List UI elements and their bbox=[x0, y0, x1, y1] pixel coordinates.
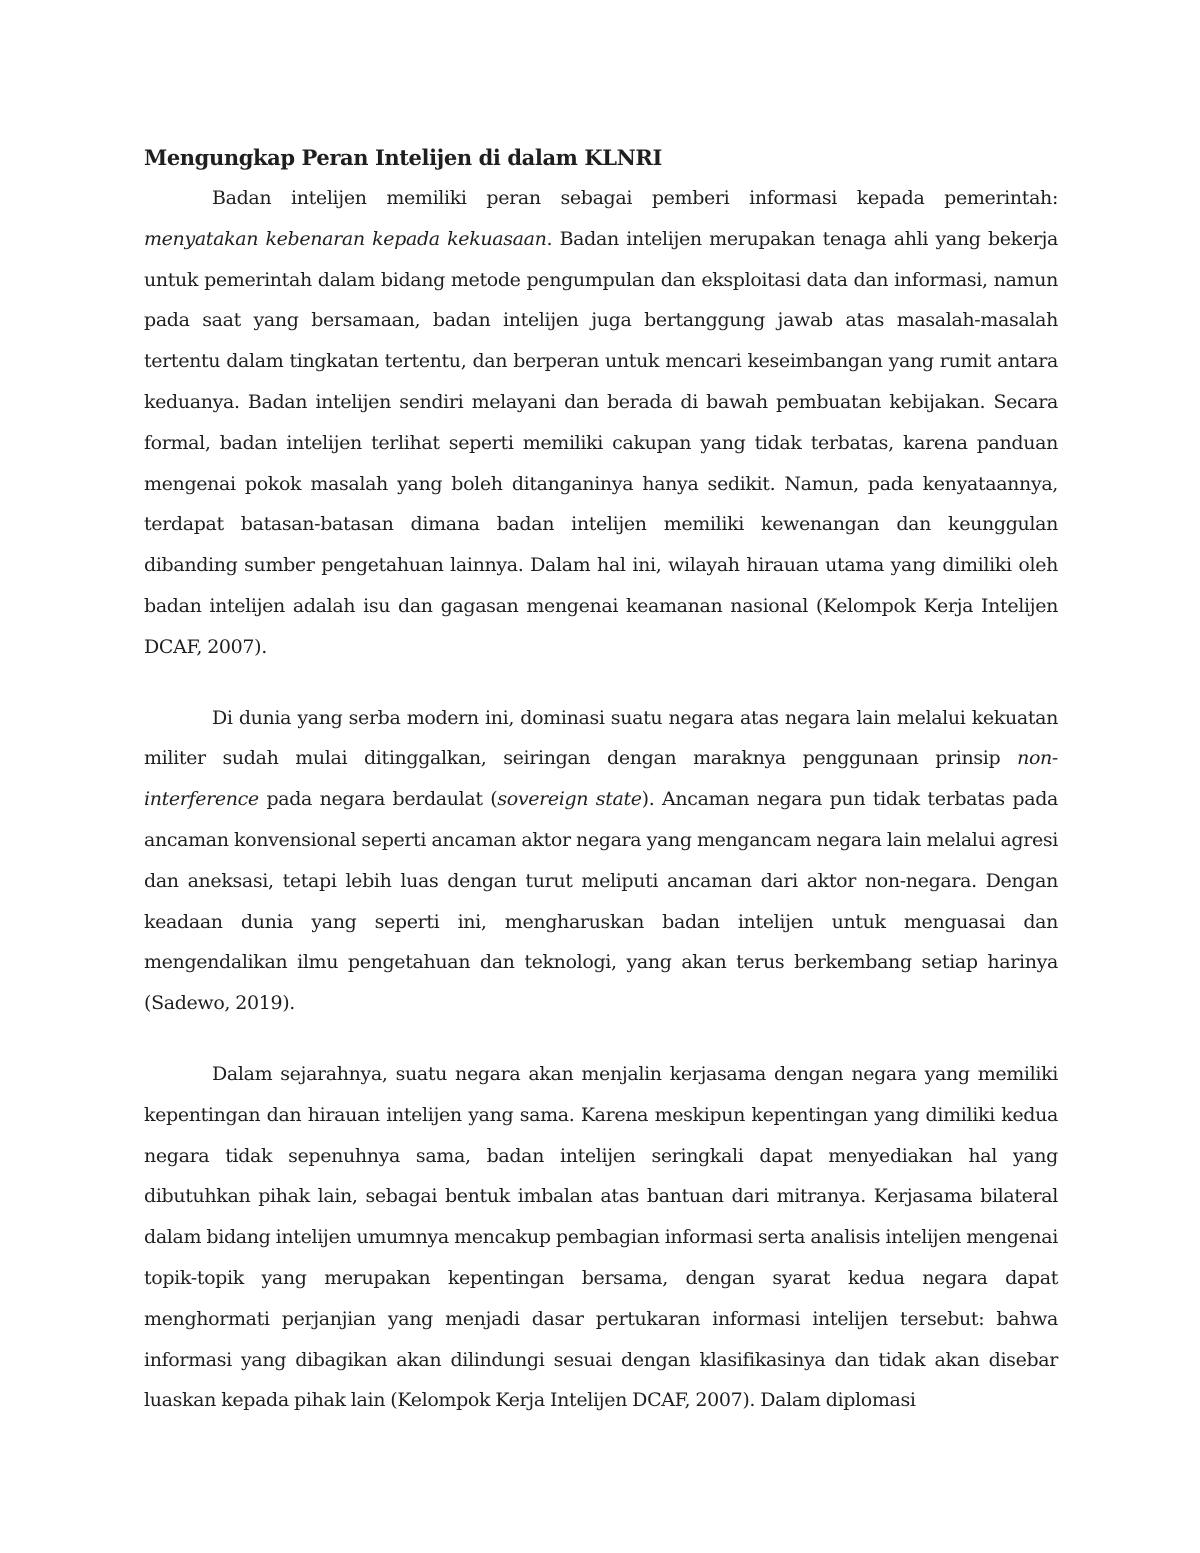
document-body bbox=[144, 138, 1058, 1421]
paragraph-spacer bbox=[144, 1024, 1058, 1054]
document-title: Mengungkap Peran Intelijen di dalam KLNRI bbox=[144, 145, 662, 170]
paragraph-text: . Badan intelijen merupakan tenaga ahli yang bekerja untuk pemerintah dalam bidang metode pengumpulan dan eksploitasi data dan informasi, namun pada saat yang bersamaan, badan intelijen juga bertanggung jawab atas masalah-masalah tertentu dalam tingkatan tertentu, dan berperan untuk mencari keseimbangan yang rumit antara keduanya. Badan intelijen sendiri melayani dan berada di bawah pembuatan kebijakan. Secara formal, badan intelijen terlihat seperti memiliki cakupan yang tidak terbatas, karena panduan mengenai pokok masalah yang boleh ditanganinya hanya sedikit. Namun, pada kenyataannya, terdapat batasan-batasan dimana badan intelijen memiliki kewenangan dan keunggulan dibanding sumber pengetahuan lainnya. Dalam hal ini, wilayah hirauan utama yang dimiliki oleh badan intelijen adalah isu dan gagasan mengenai keamanan nasional (Kelompok Kerja Intelijen DCAF, 2007). bbox=[144, 227, 1058, 658]
paragraph-text: Dalam sejarahnya, suatu negara akan menjalin kerjasama dengan negara yang memiliki kepentingan dan hirauan intelijen yang sama. Karena meskipun kepentingan yang dimiliki kedua negara tidak sepenuhnya sama, badan intelijen seringkali dapat menyediakan hal yang dibutuhkan pihak lain, sebagai bentuk imbalan atas bantuan dari mitranya. Kerjasama bilateral dalam bidang intelijen umumnya mencakup pembagian informasi serta analisis intelijen mengenai topik-topik yang merupakan kepentingan bersama, dengan syarat kedua negara dapat menghormati perjanjian yang menjadi dasar pertukaran informasi intelijen tersebut: bahwa informasi yang dibagikan akan dilindungi sesuai dengan klasifikasinya dan tidak akan disebar luaskan kepada pihak lain (Kelompok Kerja Intelijen DCAF, 2007). Dalam diplomasi bbox=[144, 1062, 1058, 1412]
paragraph-text: Di dunia yang serba modern ini, dominasi suatu negara atas negara lain melalui kekuatan militer sudah mulai ditinggalkan, seiringan dengan maraknya penggunaan prinsip bbox=[144, 706, 1058, 770]
paragraph-italic-text: non-interference bbox=[144, 747, 1058, 811]
paragraph-text: ). Ancaman negara pun tidak terbatas pada ancaman konvensional seperti ancaman aktor negara yang mengancam negara lain melalui agresi dan aneksasi, tetapi lebih luas dengan turut meliputi ancaman dari aktor non-negara. Dengan keadaan dunia yang seperti ini, mengharuskan badan intelijen untuk menguasai dan mengendalikan ilmu pengetahuan dan teknologi, yang akan terus berkembang setiap harinya (Sadewo, 2019). bbox=[144, 788, 1058, 1015]
paragraph-1 bbox=[144, 178, 1058, 668]
paragraph-2 bbox=[144, 698, 1058, 1024]
paragraph-text: Badan intelijen memiliki peran sebagai pemberi informasi kepada pemerintah: bbox=[212, 187, 1058, 209]
paragraph-italic-text: menyatakan kebenaran kepada kekuasaan bbox=[144, 227, 547, 250]
paragraph-spacer bbox=[144, 668, 1058, 698]
paragraph-italic-text: sovereign state bbox=[497, 788, 642, 811]
paragraph-text: pada negara berdaulat ( bbox=[258, 788, 498, 811]
paragraph-3 bbox=[144, 1054, 1058, 1421]
